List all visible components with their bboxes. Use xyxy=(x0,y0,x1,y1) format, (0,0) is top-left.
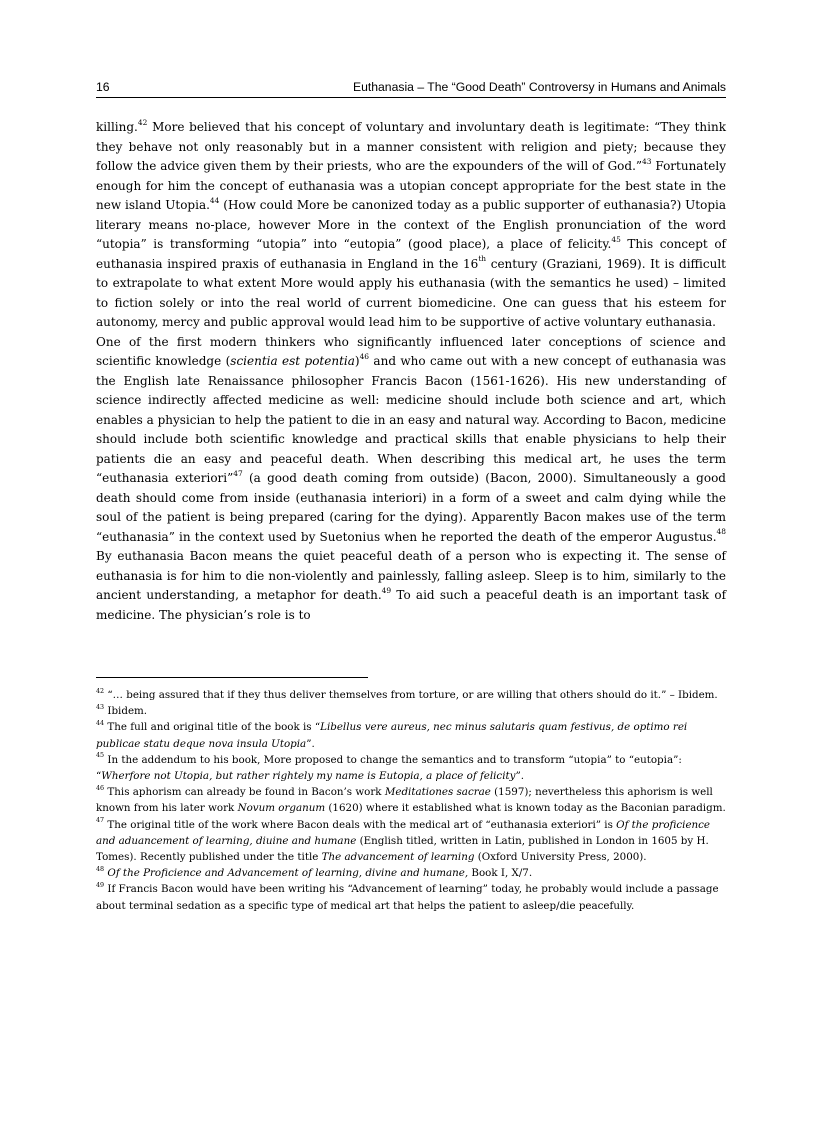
footnote-text: (English titled, written in Latin, published in London in 1605 by H. Tomes). Recently published under the title xyxy=(96,834,709,864)
running-title: Euthanasia – The “Good Death” Controversy in Humans and Animals xyxy=(352,80,726,94)
text-run: killing. xyxy=(96,120,138,134)
footnote-ref-43: 43 xyxy=(642,156,652,166)
italic-title: Of the Proficience and Advancement of learning, divine and humane, xyxy=(107,867,469,880)
italic-phrase: scientia est potentia xyxy=(230,354,355,368)
footnote-text: The original title of the work where Bacon deals with the medical art of “euthanasia exteriori” is xyxy=(104,818,617,831)
footnote-text: In the addendum to his book, More proposed to change the semantics and to transform “utopia” to “eutopia”: “ xyxy=(96,753,682,783)
footnote-text: Book I, X/7. xyxy=(468,867,533,880)
italic-quote: Wherfore not Utopia, but rather rightely my name is Eutopia, a place of felicity xyxy=(101,770,516,783)
footnote-separator xyxy=(96,677,368,678)
text-run: ) xyxy=(354,354,360,368)
footnote-ref-48: 48 xyxy=(716,527,726,537)
footnote-text: This aphorism can already be found in Bacon’s work xyxy=(104,786,385,799)
footnote-ref-46: 46 xyxy=(359,351,370,361)
footnote-number: 47 xyxy=(96,816,105,825)
footnotes xyxy=(96,687,726,914)
ordinal-suffix: th xyxy=(478,254,487,264)
italic-title: Libellus vere aureus, nec minus salutaris quam festivus, de optimo rei publicae statu deque nova insula Utopia xyxy=(96,721,688,750)
footnote-text: ”. xyxy=(515,770,524,783)
footnote-text: (1597); nevertheless this aphorism is well known from his later work xyxy=(96,786,713,815)
text-run: (a good death coming from outside) (Bacon, 2000). Simultaneously a good death should come from inside (euthanasia interiori) in a form of a sweet and calm dying while the soul of the patient is being prepared (caring for the dying). Apparently Bacon makes use of the term “euthanasia” in the context used by Suetonius when he reported the death of the emperor Augustus. xyxy=(96,471,726,544)
footnote-text: “… being assured that if they thus deliver themselves from torture, or are willing that others should do it.” – Ibidem. xyxy=(104,689,718,701)
footnote-49 xyxy=(96,881,726,913)
footnote-ref-49: 49 xyxy=(381,585,392,595)
italic-title: The advancement of learning xyxy=(321,851,475,864)
footnote-ref-44: 44 xyxy=(209,195,220,205)
text-run: Fortunately enough for him the concept of euthanasia was a utopian concept appropriate for the best state in the new island Utopia. xyxy=(96,159,727,212)
footnote-42 xyxy=(96,687,726,703)
text-run: More believed that his concept of voluntary and involuntary death is legitimate: “They think they behave not only reasonably but in a manner consistent with religion and piety; because they follow the advice given them by their priests, who are the expounders of the will of God.” xyxy=(96,120,726,173)
footnote-text: The full and original title of the book is “ xyxy=(104,721,321,734)
footnote-text: If Francis Bacon would have been writing his “Advancement of learning” today, he probably would include a passage about terminal sedation as a specific type of medical art that helps the patient to asleep/die peacefully. xyxy=(96,883,719,912)
footnote-ref-42: 42 xyxy=(137,117,148,127)
footnote-46 xyxy=(96,784,726,816)
footnote-44 xyxy=(96,719,726,751)
paragraph-1 xyxy=(96,118,726,333)
footnote-number: 45 xyxy=(96,751,105,760)
footnote-number: 48 xyxy=(96,864,105,873)
text-run: To aid such a peaceful death is an important task of medicine. The physician’s role is to xyxy=(96,588,727,622)
italic-title: Of the proficience and aduancement of learning, diuine and humane xyxy=(96,818,711,847)
text-run: By euthanasia Bacon means the quiet peaceful death of a person who is expecting it. The sense of euthanasia is for him to die non-violently and painlessly, falling asleep. Sleep is to him, similarly to the ancient understanding, a metaphor for death. xyxy=(96,549,726,602)
body-text xyxy=(96,118,726,625)
footnote-text: ”. xyxy=(306,737,315,750)
text-run: century (Graziani, 1969). It is difficult to extrapolate to what extent More would apply his euthanasia (with the semantics he used) – limited to fiction solely or into the real world of current biomedicine. One can guess that his esteem for autonomy, mercy and public approval would lead him to be supportive of active voluntary euthanasia. xyxy=(96,256,726,329)
footnote-ref-45: 45 xyxy=(611,234,621,244)
text-run: This concept of euthanasia inspired praxis of euthanasia in England in the 16 xyxy=(96,237,727,271)
footnote-ref-47: 47 xyxy=(233,468,243,478)
italic-title: Novum organum xyxy=(237,802,326,815)
footnote-43 xyxy=(96,703,726,719)
footnote-number: 44 xyxy=(96,719,105,728)
footnote-number: 42 xyxy=(96,686,105,695)
text-run: One of the first modern thinkers who significantly influenced later conceptions of science and scientific knowledge ( xyxy=(96,334,726,368)
text-run: (How could More be canonized today as a public supporter of euthanasia?) Utopia literary means no-place, however More in the context of the English pronunciation of the word “utopia” is transforming “utopia” into “eutopia” (good place), a place of felicity. xyxy=(96,198,726,251)
footnote-number: 46 xyxy=(96,783,105,792)
footnote-48 xyxy=(96,865,726,881)
italic-title: Meditationes sacrae xyxy=(384,786,491,799)
footnote-text: (1620) where it established what is known today as the Baconian paradigm. xyxy=(325,802,726,815)
paragraph-2 xyxy=(96,333,726,626)
footnote-47 xyxy=(96,817,726,866)
running-header xyxy=(96,80,726,98)
footnote-45 xyxy=(96,752,726,784)
footnote-text: Ibidem. xyxy=(104,705,148,718)
page-number: 16 xyxy=(96,80,110,94)
footnote-number: 49 xyxy=(96,881,105,890)
text-run: and who came out with a new concept of euthanasia was the English late Renaissance philosopher Francis Bacon (1561-1626). His new understanding of science indirectly affected medicine as well: medicine should include both science and art, which enables a physician to help the patient to die in an easy and natural way. According to Bacon, medicine should include both scientific knowledge and practical skills that enable physicians to help their patients die an easy and peaceful death. When describing this medical art, he uses the term “euthanasia exteriori” xyxy=(96,354,726,485)
footnote-text: (Oxford University Press, 2000). xyxy=(474,851,647,864)
footnote-number: 43 xyxy=(96,702,105,711)
